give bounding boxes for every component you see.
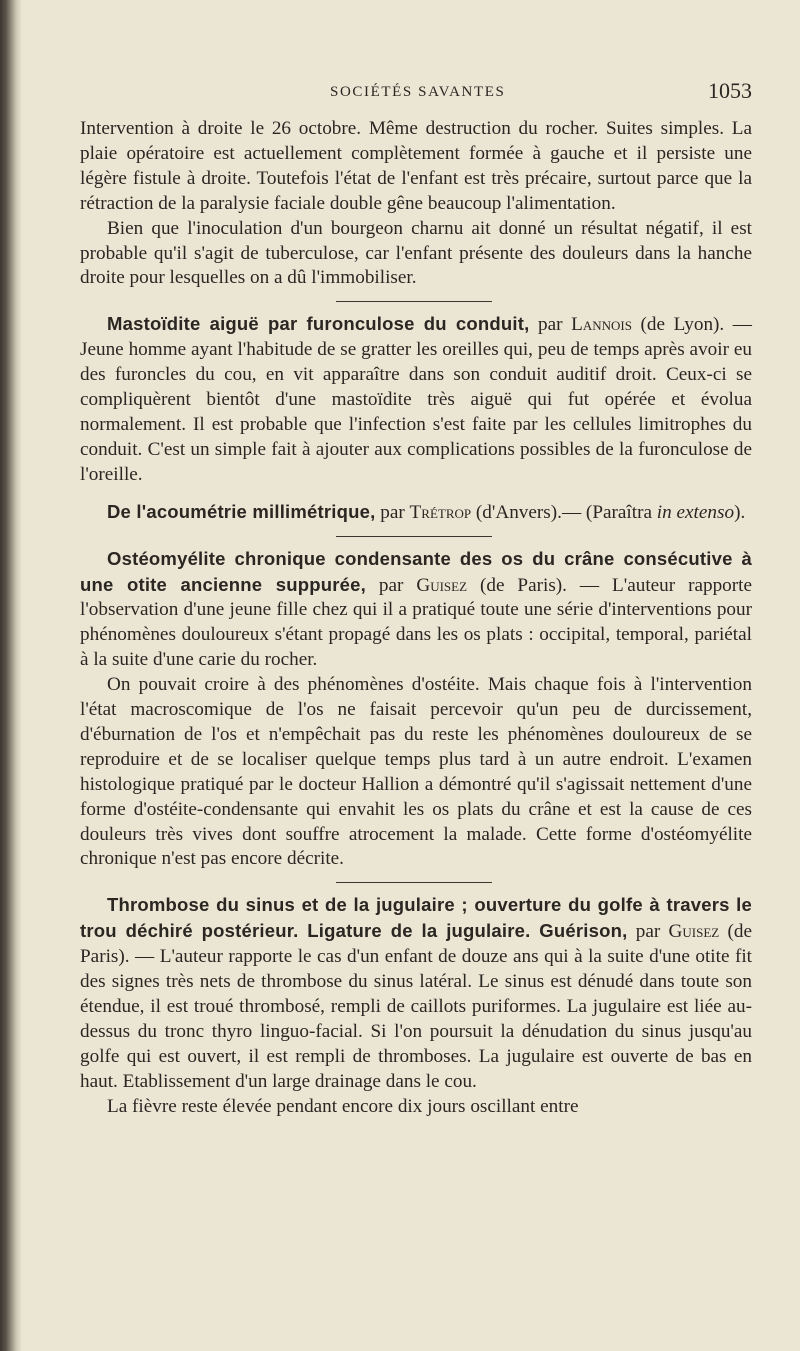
- running-head: SOCIÉTÉS SAVANTES: [330, 84, 506, 100]
- by-word: par: [627, 921, 669, 943]
- paragraph: La fièvre reste élevée pendant encore dix jours oscillant entre: [107, 1095, 579, 1117]
- by-word: par: [365, 574, 417, 596]
- paragraph: Intervention à droite le 26 octobre. Même destruction du rocher. Suites simples. La plaie opératoire est actuellement complètement formée à gauche et il persiste une légère fistule à droite. Toutefois l'état de l'enfant est très précaire, surtout parce que la rétraction de la paralysie faciale double gêne beaucoup l'alimentation.: [80, 118, 752, 214]
- paragraph: On pouvait croire à des phénomènes d'ostéite. Mais chaque fois à l'intervention l'état macroscomique de l'os ne faisait percevoir qu'un peu de durcissement, d'éburnation de l'os et n'empêchait pas du reste les phénomènes douloureux de se reproduire et de se localiser quelque temps plus tard à un autre endroit. L'examen histologique pratiqué par le docteur Hallion a démontré qu'il s'agissait nettement d'une forme d'ostéite-condensante qui envahit les os plats du crâne et est la cause de ces douleurs très vives dont souffre atrocement la malade. Cette forme d'ostéomyélite chronique n'est pas encore décrite.: [80, 674, 752, 870]
- author-affiliation: (de Paris). —: [80, 921, 752, 968]
- article-body: L'auteur rapporte le cas d'un enfant de douze ans qui à la suite d'une otite fit des signes très nets de thrombose du sinus latéral. Le sinus est dénudé dans toute son étendue, il est troué thrombosé, rempli de caillots puriformes. La jugulaire est liée au-dessus du tronc thyro linguo-facial. Si l'on poursuit la dénudation du sinus jusqu'au golfe qui est ouvert, il est rempli de thromboses. La jugulaire est ouverte de bas en haut. Etablissement d'un large drainage dans le cou.: [80, 946, 753, 1092]
- closing-text: ).: [734, 501, 746, 523]
- author-affiliation: (de Paris). —: [467, 574, 613, 596]
- section-divider: [336, 882, 492, 883]
- paragraph: Bien que l'inoculation d'un bourgeon charnu ait donné un résultat négatif, il est probable qu'il s'agit de tuberculose, car l'enfant présente des douleurs dans la hanche droite pour lesquelles on a dû l'immobiliser.: [80, 217, 752, 289]
- author-name: Lannois: [571, 314, 632, 336]
- article-title: Mastoïdite aiguë par furonculose du conduit,: [107, 313, 530, 335]
- author-affiliation: (de Lyon). —: [631, 314, 752, 336]
- article-osteomyelite: [80, 547, 752, 674]
- article-body: Jeune homme ayant l'habitude de se gratter les oreilles qui, peu de temps après avoir eu des furoncles du cou, en vit apparaître dans son conduit auditif droit. Ceux-ci se compliquèrent bientôt d'une mastoïdite très aiguë qui fut opérée et évolua normalement. Il est probable que l'infection s'est faite par les cellules limitrophes du conduit. C'est un simple fait à ajouter aux complications possibles de la furonculose de l'oreille.: [80, 339, 752, 485]
- article-thrombose: [80, 893, 752, 1094]
- article-body: L'auteur rapporte l'observation d'une jeune fille chez qui il a pratiqué toute une série d'interventions pour phénomènes douloureux s'étant propagé dans les os plats : occipital, temporal, pariétal à la suite d'une carie du rocher.: [80, 574, 753, 671]
- article-mastoidite: [80, 312, 752, 487]
- author-name: Guisez: [668, 921, 720, 943]
- italic-phrase: in extenso: [656, 501, 735, 523]
- by-word: par: [529, 314, 572, 336]
- spacer: [80, 488, 752, 500]
- article-acoumetrie: [80, 500, 752, 526]
- section-divider: [336, 536, 492, 537]
- article-title: Thrombose du sinus et de la jugulaire ; ouverture du golfe à travers le trou déchiré postérieur. Ligature de la jugulaire. Guérison,: [80, 894, 752, 942]
- author-name: Trétrop: [409, 501, 472, 523]
- page-binding-edge: [0, 0, 22, 1351]
- author-affiliation: (d'Anvers).— (Paraîtra: [471, 501, 657, 523]
- page-body: [80, 117, 752, 1120]
- page-header: [80, 78, 760, 108]
- article-title: De l'acoumétrie millimétrique,: [107, 500, 376, 522]
- section-divider: [336, 301, 492, 302]
- by-word: par: [375, 501, 410, 523]
- page-number: 1053: [708, 78, 752, 103]
- author-name: Guisez: [416, 574, 468, 596]
- article-title: Ostéomyélite chronique condensante des os du crâne consécutive à une otite ancienne suppurée,: [80, 547, 752, 595]
